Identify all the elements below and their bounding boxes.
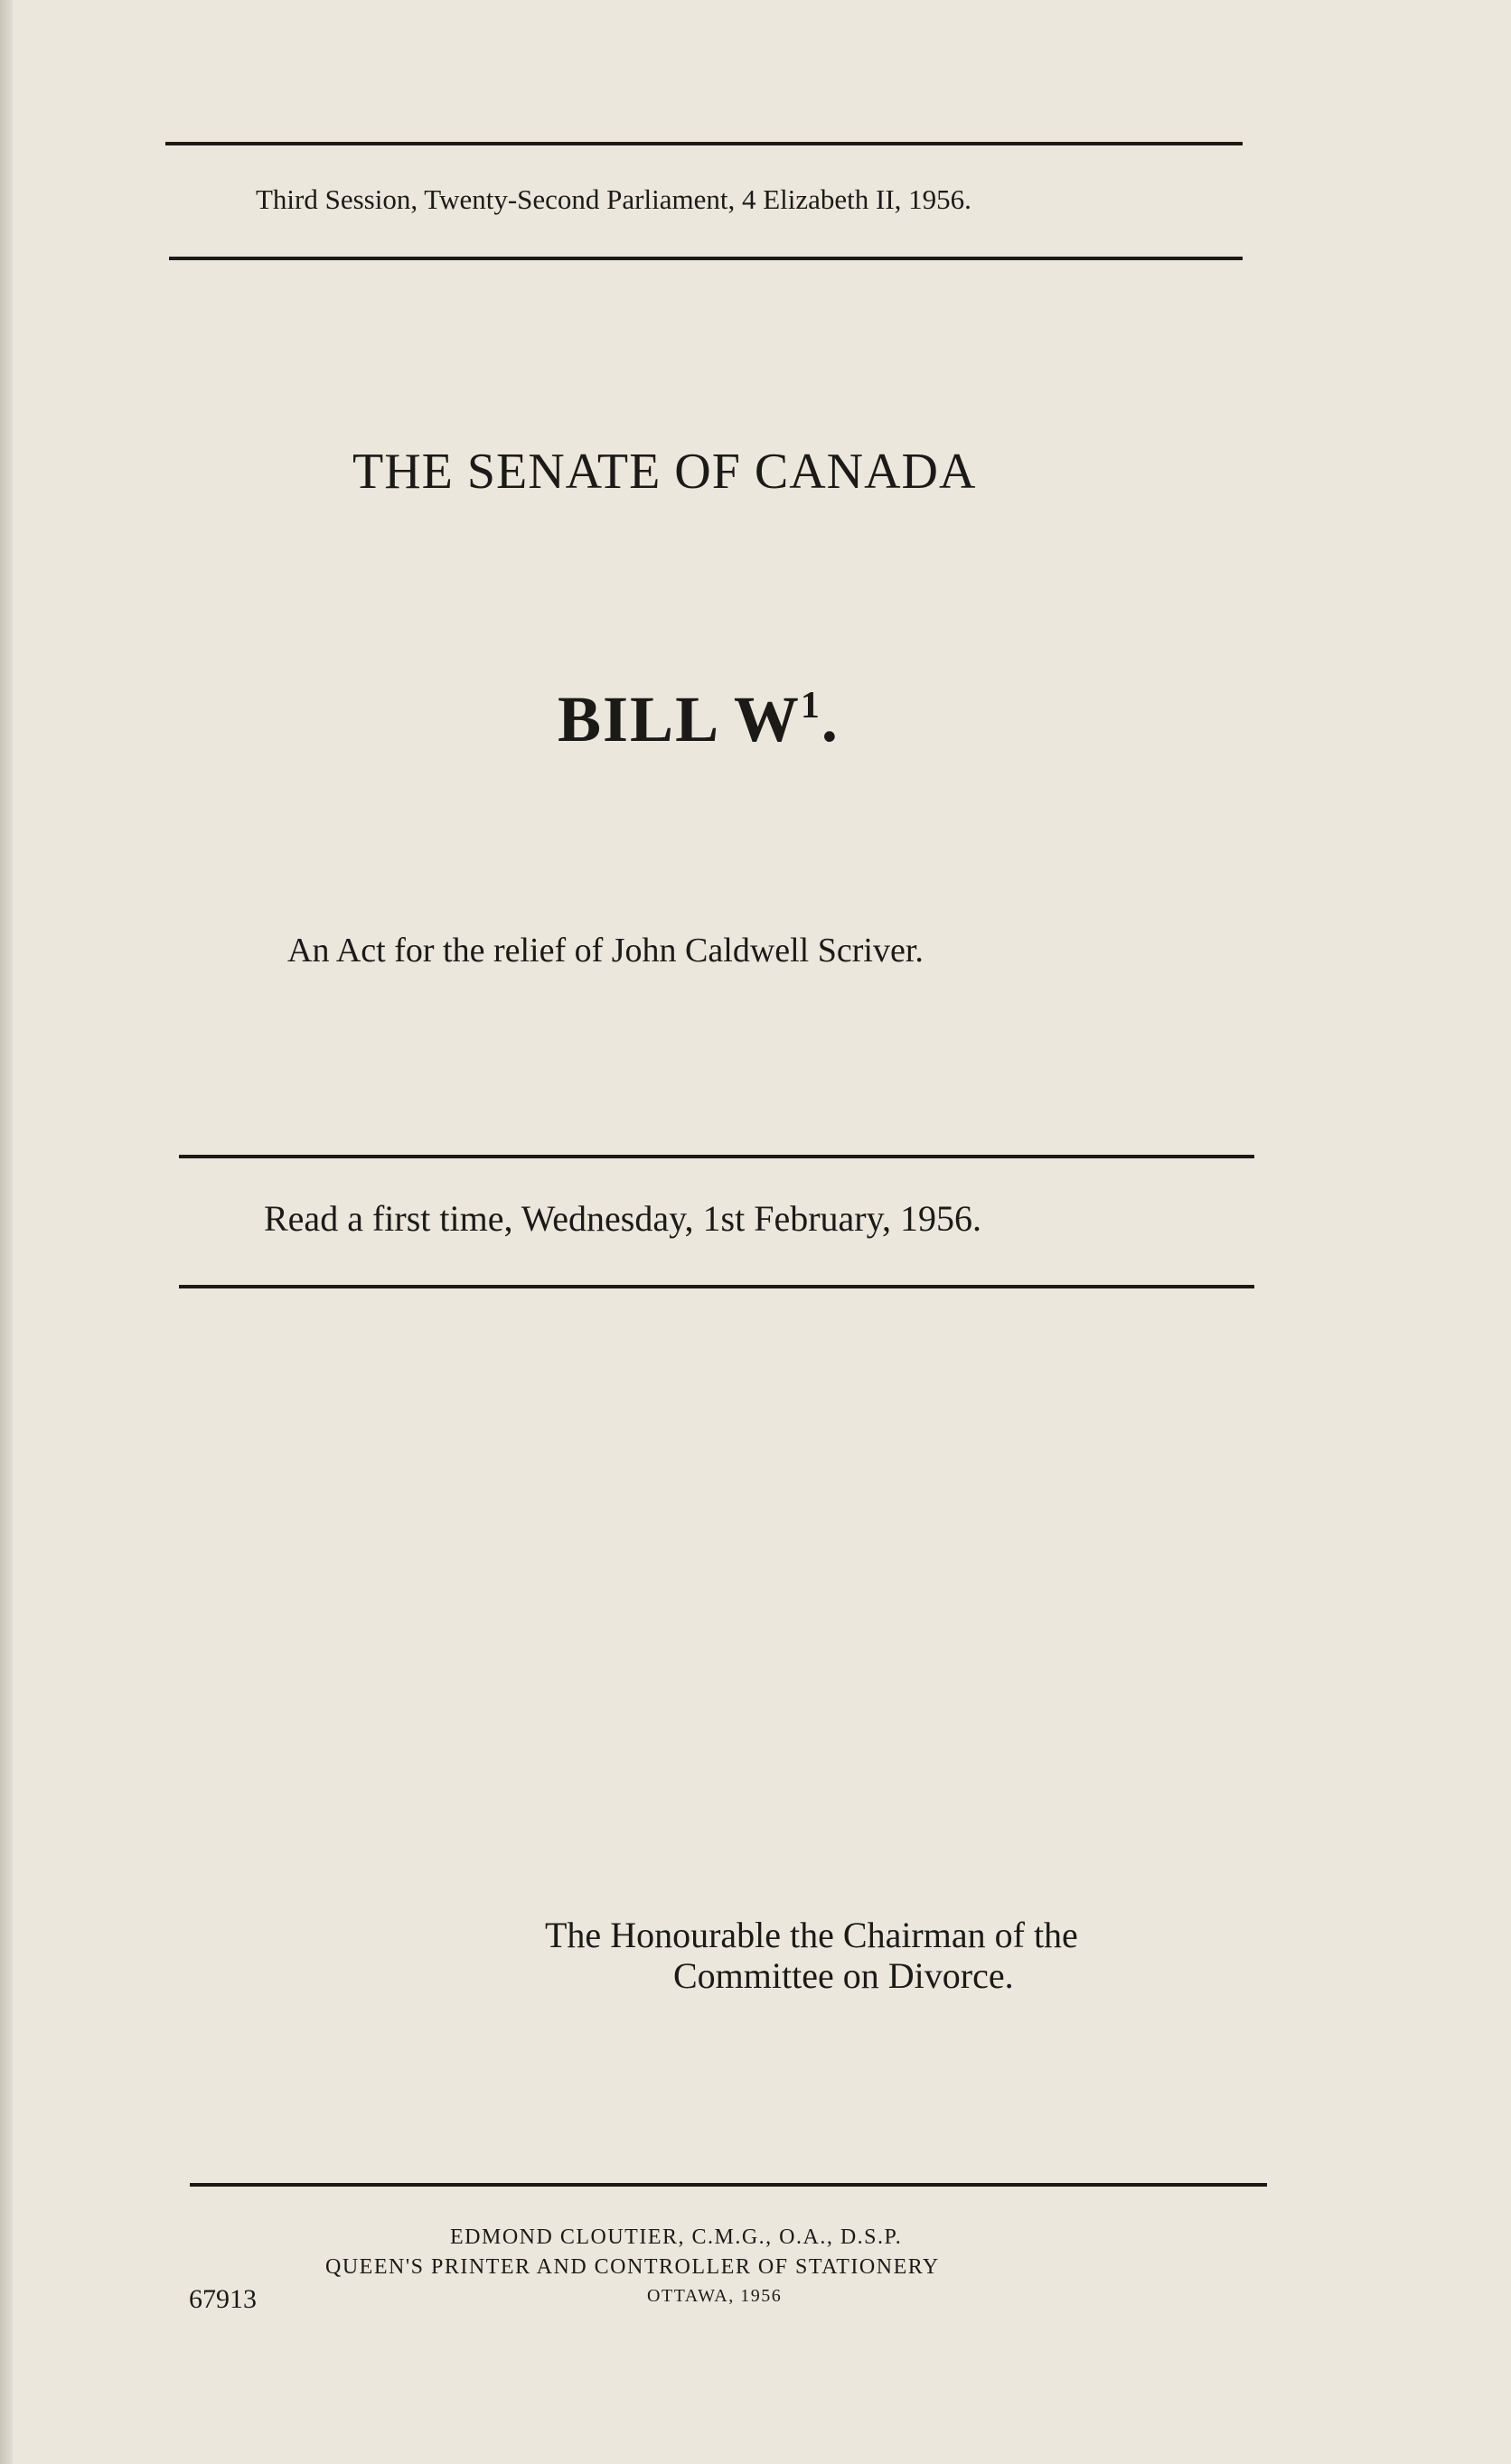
document-number: 67913 xyxy=(189,2284,257,2314)
printer-city: OTTAWA, 1956 xyxy=(647,2286,783,2306)
senate-title: THE SENATE OF CANADA xyxy=(352,444,977,500)
bill-number xyxy=(558,682,840,757)
footer-rule xyxy=(190,2183,1267,2187)
page-edge xyxy=(0,0,13,2464)
reading-bottom-rule xyxy=(179,1285,1254,1288)
session-underline-rule xyxy=(169,257,1243,260)
printer-title: QUEEN'S PRINTER AND CONTROLLER OF STATIONERY xyxy=(325,2255,940,2279)
top-rule xyxy=(165,142,1243,145)
bill-superscript: 1 xyxy=(800,685,821,726)
session-line: Third Session, Twenty-Second Parliament, 4 Elizabeth II, 1956. xyxy=(256,183,971,215)
printer-name: EDMOND CLOUTIER, C.M.G., O.A., D.S.P. xyxy=(450,2225,903,2249)
bill-prefix: BILL W xyxy=(558,683,801,755)
first-reading-line: Read a first time, Wednesday, 1st February, 1956. xyxy=(264,1198,982,1239)
bill-suffix: . xyxy=(821,683,840,755)
sponsor-line-1: The Honourable the Chairman of the xyxy=(545,1915,1078,1955)
reading-top-rule xyxy=(179,1155,1254,1158)
act-title: An Act for the relief of John Caldwell Scriver. xyxy=(287,932,924,970)
sponsor-line-2: Committee on Divorce. xyxy=(673,1955,1014,1996)
